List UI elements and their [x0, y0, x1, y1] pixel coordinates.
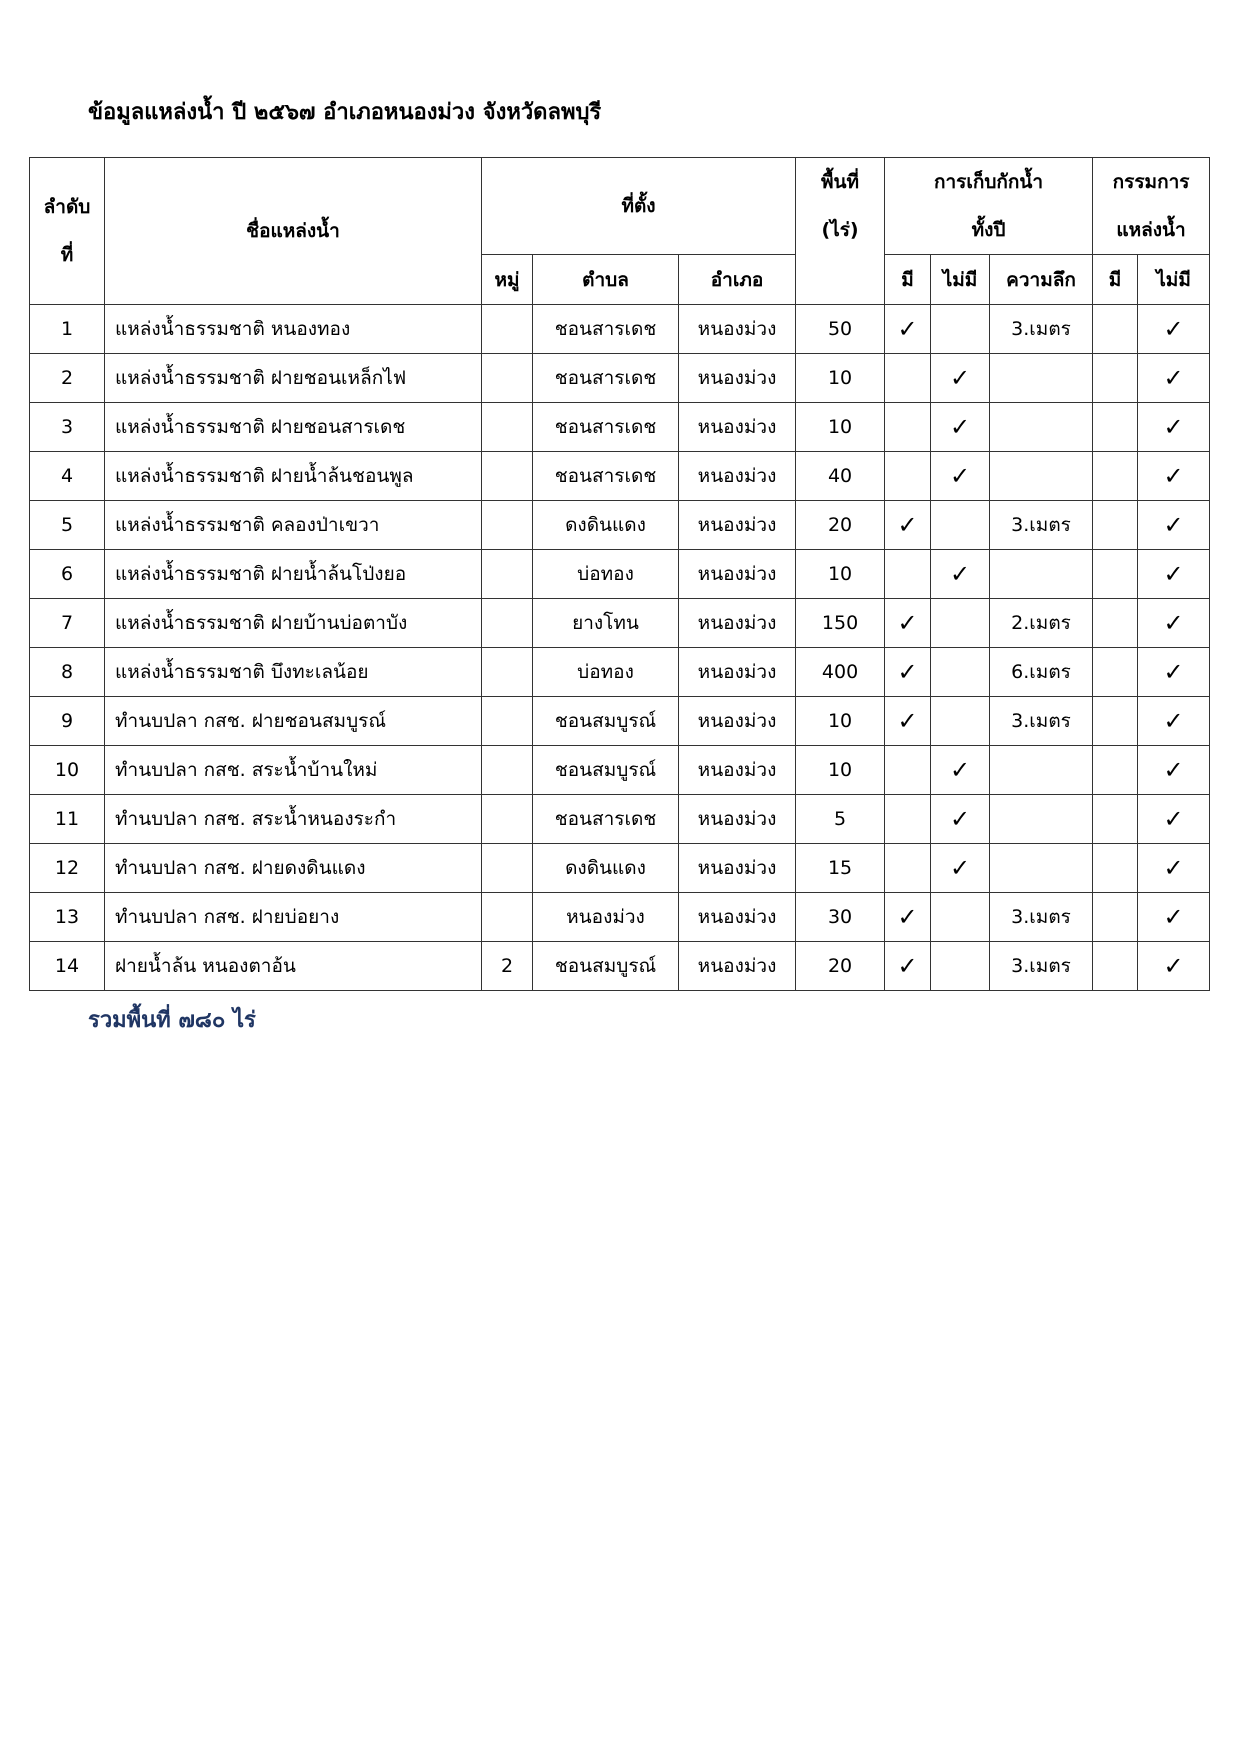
cell-committee-yes: [1093, 746, 1138, 795]
cell-moo: [482, 746, 533, 795]
cell-depth: 2.เมตร: [990, 599, 1093, 648]
cell-moo: [482, 697, 533, 746]
table-row: [30, 403, 1210, 452]
cell-amphoe: หนองม่วง: [679, 697, 796, 746]
cell-storage-yes: [885, 452, 931, 501]
cell-depth: 3.เมตร: [990, 305, 1093, 354]
cell-committee-yes: [1093, 501, 1138, 550]
cell-storage-no: [931, 501, 990, 550]
cell-name: แหล่งน้ำธรรมชาติ คลองป่าเขวา: [105, 501, 482, 550]
cell-name: ทำนบปลา กสช. สระน้ำบ้านใหม่: [105, 746, 482, 795]
cell-name: ทำนบปลา กสช. ฝายบ่อยาง: [105, 893, 482, 942]
cell-committee-no: ✓: [1138, 403, 1210, 452]
cell-area: 20: [796, 501, 885, 550]
header-storage-no: ไม่มี: [931, 255, 990, 305]
cell-no: 1: [30, 305, 105, 354]
cell-tambon: หนองม่วง: [533, 893, 679, 942]
table-row: [30, 305, 1210, 354]
cell-committee-yes: [1093, 648, 1138, 697]
cell-storage-no: [931, 893, 990, 942]
cell-committee-yes: [1093, 844, 1138, 893]
cell-storage-no: ✓: [931, 354, 990, 403]
cell-storage-yes: [885, 844, 931, 893]
cell-area: 150: [796, 599, 885, 648]
table-row: [30, 550, 1210, 599]
cell-storage-no: [931, 942, 990, 991]
header-location: ที่ตั้ง: [482, 158, 796, 255]
header-tambon: ตำบล: [533, 255, 679, 305]
cell-no: 5: [30, 501, 105, 550]
table-row: [30, 354, 1210, 403]
cell-tambon: ชอนสารเดช: [533, 354, 679, 403]
cell-storage-no: [931, 305, 990, 354]
cell-depth: [990, 795, 1093, 844]
cell-no: 4: [30, 452, 105, 501]
cell-depth: [990, 403, 1093, 452]
cell-storage-no: ✓: [931, 844, 990, 893]
header-storage-yes: มี: [885, 255, 931, 305]
cell-storage-yes: ✓: [885, 599, 931, 648]
cell-moo: [482, 599, 533, 648]
cell-storage-no: ✓: [931, 452, 990, 501]
cell-tambon: ชอนสารเดช: [533, 452, 679, 501]
cell-area: 20: [796, 942, 885, 991]
cell-committee-no: ✓: [1138, 942, 1210, 991]
cell-depth: [990, 354, 1093, 403]
cell-area: 10: [796, 697, 885, 746]
cell-no: 14: [30, 942, 105, 991]
cell-amphoe: หนองม่วง: [679, 795, 796, 844]
cell-moo: [482, 305, 533, 354]
cell-amphoe: หนองม่วง: [679, 501, 796, 550]
cell-storage-no: ✓: [931, 795, 990, 844]
cell-no: 12: [30, 844, 105, 893]
cell-storage-yes: ✓: [885, 697, 931, 746]
table-row: [30, 893, 1210, 942]
cell-committee-no: ✓: [1138, 697, 1210, 746]
cell-tambon: ชอนสารเดช: [533, 305, 679, 354]
header-depth: ความลึก: [990, 255, 1093, 305]
cell-amphoe: หนองม่วง: [679, 893, 796, 942]
water-source-table: [29, 157, 1210, 991]
cell-area: 40: [796, 452, 885, 501]
cell-name: ทำนบปลา กสช. สระน้ำหนองระกำ: [105, 795, 482, 844]
cell-committee-no: ✓: [1138, 501, 1210, 550]
cell-storage-yes: [885, 795, 931, 844]
cell-storage-yes: ✓: [885, 893, 931, 942]
header-area: พื้นที่ (ไร่): [796, 158, 885, 305]
cell-committee-no: ✓: [1138, 844, 1210, 893]
cell-moo: [482, 893, 533, 942]
table-row: [30, 452, 1210, 501]
cell-name: แหล่งน้ำธรรมชาติ บึงทะเลน้อย: [105, 648, 482, 697]
cell-area: 5: [796, 795, 885, 844]
cell-tambon: ดงดินแดง: [533, 844, 679, 893]
table-row: [30, 697, 1210, 746]
cell-committee-yes: [1093, 550, 1138, 599]
cell-name: แหล่งน้ำธรรมชาติ ฝายบ้านบ่อตาบัง: [105, 599, 482, 648]
cell-area: 15: [796, 844, 885, 893]
cell-depth: 3.เมตร: [990, 942, 1093, 991]
table-row: [30, 648, 1210, 697]
cell-tambon: ชอนสมบูรณ์: [533, 697, 679, 746]
cell-name: ทำนบปลา กสช. ฝายชอนสมบูรณ์: [105, 697, 482, 746]
cell-committee-yes: [1093, 452, 1138, 501]
cell-amphoe: หนองม่วง: [679, 403, 796, 452]
total-area-summary: รวมพื้นที่ ๗๘๐ ไร่: [88, 1008, 256, 1033]
header-committee-yes: มี: [1093, 255, 1138, 305]
cell-storage-yes: [885, 354, 931, 403]
cell-name: แหล่งน้ำธรรมชาติ ฝายน้ำล้นชอนพูล: [105, 452, 482, 501]
cell-storage-no: [931, 599, 990, 648]
cell-committee-no: ✓: [1138, 452, 1210, 501]
cell-amphoe: หนองม่วง: [679, 942, 796, 991]
cell-no: 7: [30, 599, 105, 648]
cell-tambon: บ่อทอง: [533, 550, 679, 599]
cell-moo: [482, 550, 533, 599]
cell-no: 8: [30, 648, 105, 697]
cell-depth: 3.เมตร: [990, 893, 1093, 942]
cell-depth: [990, 452, 1093, 501]
cell-storage-yes: [885, 746, 931, 795]
cell-tambon: ชอนสารเดช: [533, 795, 679, 844]
cell-depth: 3.เมตร: [990, 697, 1093, 746]
cell-area: 50: [796, 305, 885, 354]
cell-committee-no: ✓: [1138, 795, 1210, 844]
cell-area: 10: [796, 746, 885, 795]
cell-committee-yes: [1093, 697, 1138, 746]
cell-moo: 2: [482, 942, 533, 991]
header-amphoe: อำเภอ: [679, 255, 796, 305]
cell-committee-no: ✓: [1138, 893, 1210, 942]
cell-storage-yes: [885, 550, 931, 599]
cell-committee-yes: [1093, 942, 1138, 991]
cell-no: 2: [30, 354, 105, 403]
cell-depth: 3.เมตร: [990, 501, 1093, 550]
cell-tambon: ชอนสมบูรณ์: [533, 746, 679, 795]
table-row: [30, 844, 1210, 893]
cell-committee-no: ✓: [1138, 599, 1210, 648]
cell-moo: [482, 452, 533, 501]
header-order: ลำดับ ที่: [30, 158, 105, 305]
cell-no: 9: [30, 697, 105, 746]
cell-amphoe: หนองม่วง: [679, 746, 796, 795]
header-moo: หมู่: [482, 255, 533, 305]
cell-tambon: ยางโทน: [533, 599, 679, 648]
cell-amphoe: หนองม่วง: [679, 844, 796, 893]
cell-moo: [482, 501, 533, 550]
table-row: [30, 501, 1210, 550]
cell-tambon: บ่อทอง: [533, 648, 679, 697]
cell-storage-yes: ✓: [885, 501, 931, 550]
cell-storage-yes: ✓: [885, 942, 931, 991]
header-name: ชื่อแหล่งน้ำ: [105, 158, 482, 305]
cell-name: ทำนบปลา กสช. ฝายดงดินแดง: [105, 844, 482, 893]
cell-moo: [482, 403, 533, 452]
table-row: [30, 746, 1210, 795]
cell-storage-yes: [885, 403, 931, 452]
table-row: [30, 942, 1210, 991]
cell-moo: [482, 648, 533, 697]
cell-amphoe: หนองม่วง: [679, 452, 796, 501]
cell-tambon: ดงดินแดง: [533, 501, 679, 550]
table-row: [30, 599, 1210, 648]
cell-tambon: ชอนสมบูรณ์: [533, 942, 679, 991]
cell-no: 11: [30, 795, 105, 844]
cell-depth: [990, 746, 1093, 795]
cell-area: 10: [796, 403, 885, 452]
cell-name: แหล่งน้ำธรรมชาติ ฝายน้ำล้นโป่งยอ: [105, 550, 482, 599]
cell-storage-no: ✓: [931, 403, 990, 452]
cell-no: 13: [30, 893, 105, 942]
cell-committee-yes: [1093, 354, 1138, 403]
cell-committee-yes: [1093, 403, 1138, 452]
cell-storage-no: [931, 697, 990, 746]
cell-committee-no: ✓: [1138, 648, 1210, 697]
cell-area: 400: [796, 648, 885, 697]
cell-tambon: ชอนสารเดช: [533, 403, 679, 452]
cell-moo: [482, 844, 533, 893]
cell-committee-yes: [1093, 599, 1138, 648]
cell-name: ฝายน้ำล้น หนองตาอ้น: [105, 942, 482, 991]
cell-name: แหล่งน้ำธรรมชาติ หนองทอง: [105, 305, 482, 354]
header-committee-no: ไม่มี: [1138, 255, 1210, 305]
cell-depth: 6.เมตร: [990, 648, 1093, 697]
cell-amphoe: หนองม่วง: [679, 599, 796, 648]
cell-amphoe: หนองม่วง: [679, 648, 796, 697]
cell-committee-no: ✓: [1138, 746, 1210, 795]
cell-depth: [990, 844, 1093, 893]
cell-storage-yes: ✓: [885, 305, 931, 354]
cell-committee-no: ✓: [1138, 550, 1210, 599]
header-committee: กรรมการ แหล่งน้ำ: [1093, 158, 1210, 255]
cell-committee-yes: [1093, 893, 1138, 942]
header-storage: การเก็บกักน้ำ ทั้งปี: [885, 158, 1093, 255]
cell-amphoe: หนองม่วง: [679, 550, 796, 599]
cell-no: 6: [30, 550, 105, 599]
cell-area: 10: [796, 354, 885, 403]
cell-storage-no: ✓: [931, 550, 990, 599]
cell-no: 10: [30, 746, 105, 795]
cell-committee-no: ✓: [1138, 305, 1210, 354]
cell-area: 30: [796, 893, 885, 942]
cell-committee-yes: [1093, 305, 1138, 354]
cell-amphoe: หนองม่วง: [679, 305, 796, 354]
cell-moo: [482, 354, 533, 403]
document-title: ข้อมูลแหล่งน้ำ ปี ๒๕๖๗ อำเภอหนองม่วง จังหวัดลพบุรี: [88, 100, 602, 125]
cell-area: 10: [796, 550, 885, 599]
cell-no: 3: [30, 403, 105, 452]
cell-name: แหล่งน้ำธรรมชาติ ฝายชอนเหล็กไฟ: [105, 354, 482, 403]
cell-storage-no: [931, 648, 990, 697]
cell-name: แหล่งน้ำธรรมชาติ ฝายชอนสารเดช: [105, 403, 482, 452]
cell-storage-no: ✓: [931, 746, 990, 795]
cell-committee-yes: [1093, 795, 1138, 844]
table-body: [30, 305, 1210, 991]
table-row: [30, 795, 1210, 844]
cell-committee-no: ✓: [1138, 354, 1210, 403]
cell-depth: [990, 550, 1093, 599]
cell-storage-yes: ✓: [885, 648, 931, 697]
cell-moo: [482, 795, 533, 844]
cell-amphoe: หนองม่วง: [679, 354, 796, 403]
